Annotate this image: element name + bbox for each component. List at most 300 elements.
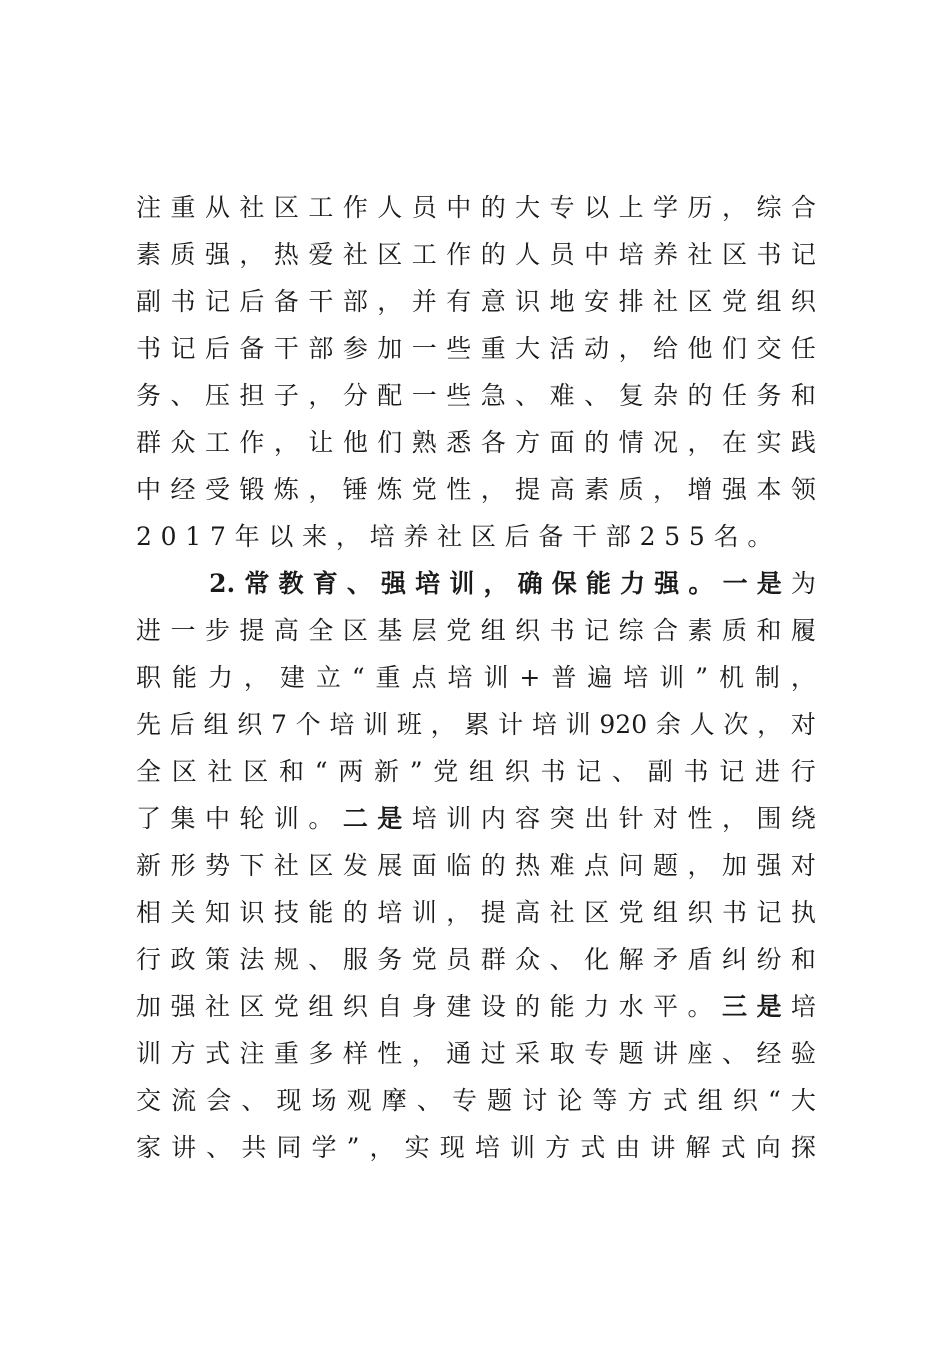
text-char: 党: [273, 992, 299, 1021]
text-char: 给: [653, 334, 679, 363]
text-char: 共: [241, 1133, 267, 1162]
text-char: 重: [273, 1039, 299, 1068]
text-char: 面: [411, 851, 437, 880]
text-char: 是: [377, 804, 403, 833]
text-char: 能: [585, 569, 611, 598]
text-char: 出: [584, 804, 610, 833]
text-char: 7: [271, 710, 287, 739]
text-char: 下: [239, 851, 265, 880]
text-char: 围: [756, 804, 782, 833]
text-char: 和: [756, 616, 782, 645]
text-char: 后: [169, 710, 195, 739]
text-char: ，: [430, 710, 456, 739]
text-line: [136, 419, 816, 466]
text-line: [136, 654, 816, 701]
text-char: 讲: [171, 1133, 197, 1162]
text-char: 组: [308, 992, 334, 1021]
text-char: 中: [584, 240, 610, 269]
text-char: 方: [515, 428, 541, 457]
text-char: “: [314, 757, 328, 786]
text-char: 容: [515, 804, 541, 833]
text-char: 训: [136, 1039, 162, 1068]
text-char: 了: [136, 804, 162, 833]
text-char: 先: [136, 710, 162, 739]
text-char: 书: [170, 287, 196, 316]
text-char: 作: [342, 193, 368, 222]
text-char: 织: [515, 616, 541, 645]
text-char: 、: [416, 1086, 442, 1115]
text-char: 记: [204, 287, 230, 316]
text-char: 。: [687, 992, 713, 1021]
text-char: 培: [447, 663, 473, 692]
text-line: [136, 701, 816, 748]
text-char: 采: [515, 1039, 541, 1068]
text-char: 全: [136, 757, 162, 786]
text-char: 识: [515, 287, 541, 316]
text-char: 人: [689, 710, 715, 739]
text-char: ，: [377, 287, 403, 316]
text-char: 践: [790, 428, 816, 457]
text-char: 活: [549, 334, 575, 363]
text-char: 服: [342, 945, 368, 974]
text-char: 二: [342, 804, 368, 833]
text-char: +: [519, 663, 541, 692]
text-char: 、: [206, 1133, 232, 1162]
text-char: 设: [480, 992, 506, 1021]
text-char: 矛: [653, 945, 679, 974]
text-char: 锤: [342, 475, 368, 504]
text-char: 性: [377, 1039, 403, 1068]
text-char: 区: [584, 898, 610, 927]
text-char: 合: [790, 193, 816, 222]
text-char: 人: [515, 240, 541, 269]
text-char: 是: [756, 992, 782, 1021]
text-char: 社: [207, 757, 233, 786]
text-char: 培: [790, 992, 816, 1021]
text-char: 急: [480, 381, 506, 410]
text-char: 重: [480, 334, 506, 363]
text-char: 。: [308, 804, 334, 833]
text-char: 训: [659, 663, 685, 692]
text-char: 绕: [790, 804, 816, 833]
text-char: 些: [446, 334, 472, 363]
text-char: 进: [755, 757, 781, 786]
text-char: ”: [346, 1133, 360, 1162]
text-char: 解: [618, 945, 644, 974]
text-char: 干: [308, 287, 334, 316]
text-char: 、: [170, 381, 196, 410]
text-char: 炼: [377, 475, 403, 504]
text-char: 众: [515, 945, 541, 974]
text-char: 社: [273, 851, 299, 880]
text-char: 是: [756, 569, 782, 598]
text-line: [136, 1124, 816, 1171]
text-char: 对: [790, 851, 816, 880]
text-char: 专: [451, 1086, 477, 1115]
text-char: 高: [273, 616, 299, 645]
text-char: 强: [654, 569, 680, 598]
text-char: 一: [170, 616, 196, 645]
text-char: 群: [480, 945, 506, 974]
text-char: 受: [204, 475, 230, 504]
text-char: 的: [584, 428, 610, 457]
text-char: 党: [721, 287, 747, 316]
text-char: 后: [239, 287, 265, 316]
text-char: 书: [756, 240, 782, 269]
document-body: [136, 184, 816, 1171]
text-char: 培: [415, 569, 441, 598]
text-char: 区: [377, 240, 403, 269]
text-char: 备: [239, 334, 265, 363]
text-line: [136, 560, 816, 607]
text-char: 步: [204, 616, 230, 645]
text-char: 备: [273, 287, 299, 316]
text-char: 制: [754, 663, 780, 692]
text-char: 安: [584, 287, 610, 316]
text-char: ，: [308, 381, 334, 410]
text-char: 保: [551, 569, 577, 598]
text-char: 些: [446, 381, 472, 410]
text-char: 遍: [587, 663, 613, 692]
text-char: 的: [480, 851, 506, 880]
text-run: 2017年以来，培养社区后备干部255名。: [136, 522, 782, 551]
text-char: 记: [170, 334, 196, 363]
text-char: 行: [790, 757, 816, 786]
text-line: [136, 325, 816, 372]
text-char: ，: [239, 240, 265, 269]
text-char: 余: [655, 710, 681, 739]
text-char: 爱: [308, 240, 334, 269]
text-char: 训: [363, 710, 389, 739]
text-char: 书: [136, 334, 162, 363]
text-line: [136, 231, 816, 278]
text-line: [136, 513, 816, 560]
text-char: 一: [411, 381, 437, 410]
text-char: 熟: [411, 428, 437, 457]
text-char: 区: [273, 193, 299, 222]
text-char: 培: [618, 240, 644, 269]
text-char: 务: [377, 945, 403, 974]
text-char: 素: [136, 240, 162, 269]
text-char: ，: [721, 804, 747, 833]
text-char: 相: [136, 898, 162, 927]
text-char: 杂: [653, 381, 679, 410]
text-char: 场: [311, 1086, 337, 1115]
text-char: 社: [342, 240, 368, 269]
text-char: 高: [549, 475, 575, 504]
text-char: 训: [446, 804, 472, 833]
text-char: 织: [732, 1086, 758, 1115]
text-char: 育: [312, 569, 338, 598]
text-char: 训: [449, 569, 475, 598]
text-char: 训: [411, 898, 437, 927]
text-char: 强: [170, 992, 196, 1021]
text-char: 动: [584, 334, 610, 363]
text-char: 织: [342, 992, 368, 1021]
text-char: 法: [239, 945, 265, 974]
text-char: 员: [549, 240, 575, 269]
text-char: 高: [515, 898, 541, 927]
text-char: 一: [411, 334, 437, 363]
text-char: 压: [204, 381, 230, 410]
text-char: 子: [273, 381, 299, 410]
text-char: 党: [618, 898, 644, 927]
text-char: 区: [308, 851, 334, 880]
text-char: 培: [531, 710, 557, 739]
text-char: 势: [204, 851, 230, 880]
text-char: 众: [170, 428, 196, 457]
text-char: 大: [515, 193, 541, 222]
text-char: 意: [480, 287, 506, 316]
text-char: 的: [515, 992, 541, 1021]
text-char: 机: [718, 663, 744, 692]
text-char: 社: [549, 898, 575, 927]
text-char: 基: [377, 616, 403, 645]
text-char: 方: [170, 1039, 196, 1068]
text-char: 突: [549, 804, 575, 833]
text-char: 注: [136, 193, 162, 222]
text-char: 家: [136, 1133, 162, 1162]
text-char: 领: [790, 475, 816, 504]
text-char: 们: [721, 334, 747, 363]
text-char: 提: [239, 616, 265, 645]
text-char: 自: [377, 992, 403, 1021]
text-char: 为: [790, 569, 816, 598]
text-char: 大: [515, 334, 541, 363]
text-line: [136, 607, 816, 654]
text-char: 复: [618, 381, 644, 410]
text-char: 织: [504, 757, 530, 786]
text-char: ，: [687, 851, 713, 880]
text-char: 书: [721, 898, 747, 927]
text-char: 和: [790, 381, 816, 410]
text-line: [136, 936, 816, 983]
text-line: [136, 278, 816, 325]
text-char: ，: [757, 710, 783, 739]
text-char: 训: [565, 710, 591, 739]
text-char: 员: [446, 945, 472, 974]
text-char: 工: [204, 428, 230, 457]
text-char: 问: [618, 851, 644, 880]
text-char: 强: [721, 475, 747, 504]
text-char: 性: [446, 475, 472, 504]
text-char: 热: [273, 240, 299, 269]
text-char: 展: [377, 851, 403, 880]
text-char: 讨: [522, 1086, 548, 1115]
text-char: 能: [549, 992, 575, 1021]
text-char: 现: [276, 1086, 302, 1115]
text-line: [136, 184, 816, 231]
text-char: 讲: [650, 1133, 676, 1162]
text-char: 探: [790, 1133, 816, 1162]
text-char: 记: [576, 757, 602, 786]
text-char: 中: [446, 193, 472, 222]
text-char: ，: [243, 663, 269, 692]
text-char: 能: [171, 663, 197, 692]
text-char: 方: [627, 1086, 653, 1115]
text-char: 2.: [209, 569, 236, 598]
text-char: 和: [790, 945, 816, 974]
text-char: 一: [722, 569, 748, 598]
text-char: 履: [790, 616, 816, 645]
text-char: 立: [315, 663, 341, 692]
text-char: 向: [755, 1133, 781, 1162]
text-char: 、: [721, 1039, 747, 1068]
text-char: 干: [273, 334, 299, 363]
text-char: 个: [295, 710, 321, 739]
text-char: 质: [721, 616, 747, 645]
text-char: ，: [618, 334, 644, 363]
text-char: 党: [411, 945, 437, 974]
text-char: 情: [618, 428, 644, 457]
text-char: 经: [756, 1039, 782, 1068]
text-char: 记: [584, 616, 610, 645]
text-char: 执: [790, 898, 816, 927]
text-char: “: [767, 1086, 781, 1115]
text-char: 组: [653, 898, 679, 927]
text-char: 人: [377, 193, 403, 222]
text-char: 对: [790, 710, 816, 739]
text-char: 常: [244, 569, 270, 598]
text-char: 普: [551, 663, 577, 692]
text-char: 提: [515, 475, 541, 504]
text-char: 的: [687, 381, 713, 410]
text-char: 。: [688, 569, 714, 598]
text-char: 副: [647, 757, 673, 786]
text-char: 式: [720, 1133, 746, 1162]
text-char: 临: [446, 851, 472, 880]
text-char: 、: [308, 945, 334, 974]
text-char: 难: [549, 381, 575, 410]
text-char: 的: [480, 240, 506, 269]
text-char: 对: [653, 804, 679, 833]
text-char: 交: [136, 1086, 162, 1115]
text-char: 地: [549, 287, 575, 316]
text-char: 力: [584, 992, 610, 1021]
text-char: 讲: [653, 1039, 679, 1068]
text-char: 记: [719, 757, 745, 786]
text-char: 社: [239, 193, 265, 222]
text-char: ，: [480, 475, 506, 504]
text-char: 质: [618, 475, 644, 504]
text-char: 发: [342, 851, 368, 880]
text-char: 热: [515, 851, 541, 880]
text-char: 纠: [721, 945, 747, 974]
text-char: 担: [239, 381, 265, 410]
text-char: 次: [723, 710, 749, 739]
text-char: 区: [687, 287, 713, 316]
text-char: 中: [204, 804, 230, 833]
text-char: 注: [239, 1039, 265, 1068]
text-char: 锻: [239, 475, 265, 504]
text-char: 内: [480, 804, 506, 833]
text-char: 质: [170, 240, 196, 269]
text-char: 两: [338, 757, 364, 786]
text-char: 专: [584, 1039, 610, 1068]
text-char: 组: [756, 287, 782, 316]
text-char: 加: [377, 334, 403, 363]
text-line: [136, 795, 816, 842]
text-line: [136, 372, 816, 419]
text-char: 书: [549, 616, 575, 645]
text-char: 工: [308, 193, 334, 222]
text-char: 他: [342, 428, 368, 457]
text-char: 专: [549, 193, 575, 222]
text-char: 提: [480, 898, 506, 927]
text-char: 况: [653, 428, 679, 457]
text-char: 实: [404, 1133, 430, 1162]
text-char: 们: [377, 428, 403, 457]
text-char: 点: [411, 663, 437, 692]
text-char: 政: [170, 945, 196, 974]
text-char: 训: [273, 804, 299, 833]
text-char: 摩: [381, 1086, 407, 1115]
text-char: 策: [204, 945, 230, 974]
text-char: 强: [204, 240, 230, 269]
text-char: 织: [237, 710, 263, 739]
text-char: 配: [377, 381, 403, 410]
text-char: 合: [653, 616, 679, 645]
text-char: 作: [446, 240, 472, 269]
text-char: 本: [756, 475, 782, 504]
text-char: 式: [204, 1039, 230, 1068]
text-char: 作: [239, 428, 265, 457]
text-char: 题: [618, 1039, 644, 1068]
text-char: 区: [721, 240, 747, 269]
text-char: 党: [433, 757, 459, 786]
text-char: 素: [687, 616, 713, 645]
text-char: 加: [136, 992, 162, 1021]
text-char: 大: [790, 1086, 816, 1115]
text-char: 的: [480, 193, 506, 222]
text-char: ”: [409, 757, 423, 786]
text-char: 任: [721, 381, 747, 410]
text-char: “: [351, 663, 365, 692]
text-char: 培: [329, 710, 355, 739]
text-char: 三: [721, 992, 747, 1021]
text-char: 工: [411, 240, 437, 269]
text-char: 任: [790, 334, 816, 363]
text-char: 化: [584, 945, 610, 974]
text-char: 题: [653, 851, 679, 880]
text-char: 水: [618, 992, 644, 1021]
text-char: 记: [756, 898, 782, 927]
text-char: ，: [273, 428, 299, 457]
text-char: 综: [618, 616, 644, 645]
text-char: 增: [687, 475, 713, 504]
text-char: 务: [136, 381, 162, 410]
text-char: 训: [509, 1133, 535, 1162]
text-char: 难: [549, 851, 575, 880]
text-char: 多: [308, 1039, 334, 1068]
text-char: 重: [170, 193, 196, 222]
text-char: 上: [618, 193, 644, 222]
text-line: [136, 889, 816, 936]
text-char: 会: [206, 1086, 232, 1115]
text-char: ，: [721, 193, 747, 222]
text-char: 式: [662, 1086, 688, 1115]
text-char: ，: [308, 475, 334, 504]
text-char: 过: [480, 1039, 506, 1068]
text-line: [136, 842, 816, 889]
text-char: 盾: [687, 945, 713, 974]
text-char: 力: [620, 569, 646, 598]
text-char: ，: [411, 1039, 437, 1068]
text-char: 观: [346, 1086, 372, 1115]
text-char: 经: [170, 475, 196, 504]
text-char: 和: [279, 757, 305, 786]
text-char: ，: [483, 569, 509, 598]
